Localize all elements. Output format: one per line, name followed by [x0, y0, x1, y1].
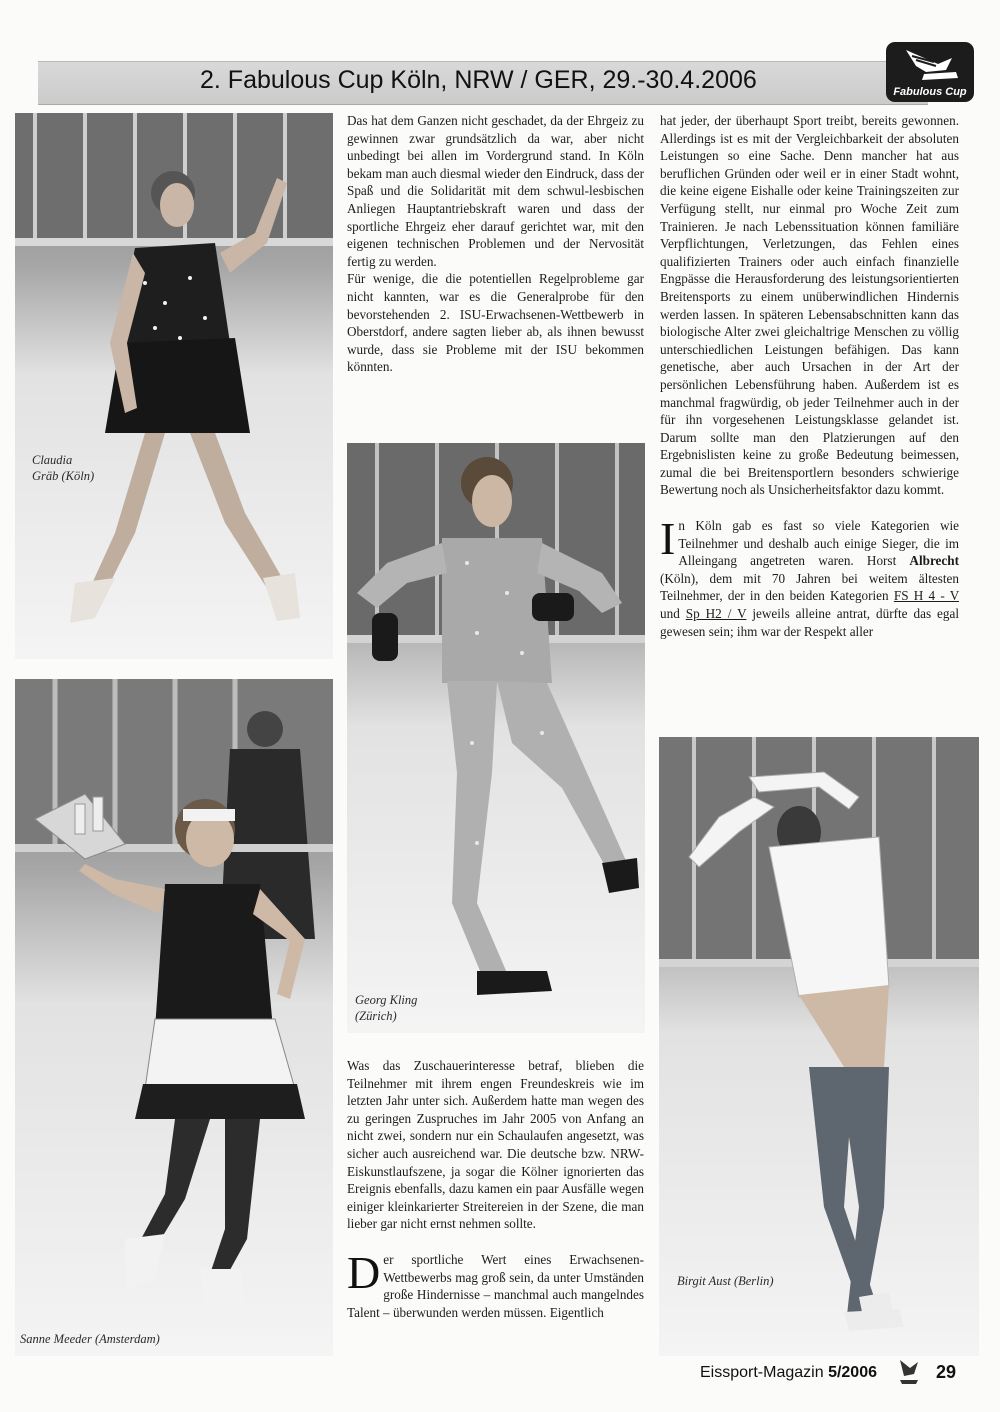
magazine-name: Eissport-Magazin — [700, 1364, 824, 1381]
drop-cap: D — [347, 1246, 381, 1298]
photo-claudia — [15, 113, 333, 659]
logo-text: Fabulous Cup — [893, 86, 967, 98]
category-link: FS H 4 - V — [893, 588, 959, 604]
photo-sanne-illustration — [15, 679, 333, 1356]
article-col2-bottom — [347, 1057, 644, 1321]
fabulous-cup-logo — [886, 42, 974, 102]
paragraph — [660, 513, 959, 640]
skater-icon — [896, 1356, 922, 1386]
photo-birgit — [659, 737, 979, 1356]
photo-georg-illustration — [347, 443, 645, 1033]
article-col2-top — [347, 112, 644, 376]
caption-claudia — [32, 452, 94, 485]
photo-birgit-illustration — [659, 737, 979, 1356]
page-footer — [700, 1364, 970, 1382]
caption-georg-name: Georg Kling — [355, 993, 418, 1007]
photo-georg — [347, 443, 645, 1033]
article-col3-top — [660, 112, 959, 640]
caption-birgit: Birgit Aust (Berlin) — [677, 1274, 774, 1288]
paragraph: Was das Zuschauerinteresse betraf, blieben die Teilnehmer mit ihrem engen Freundeskreis wie im letzten Jahr unter sich. Außerdem hatte man wegen des zu geringen Zuspruches im Jahr 2005 von Anfang an nicht zwei, sondern nur ein Schaulaufen angesetzt, was sicher auch ausreichend war. Die deutsche bzw. NRW-Eiskunstlaufszene, ja sogar die Kölner ignorierten das Ereignis ebenfalls, dazu kamen ein paar Ausfälle wegen einiger kleinkarierter Streitereien in der Szene, die man lieber gar nicht ernst nehmen sollte. — [347, 1058, 644, 1232]
caption-georg — [355, 992, 417, 1025]
category-link: Sp H2 / V — [685, 606, 747, 622]
photo-sanne — [15, 679, 333, 1356]
athlete-name: Albrecht — [909, 553, 959, 569]
paragraph-text: jeweils alleine antrat, dürfte das egal gewesen sein; ihm war der Respekt aller — [660, 606, 959, 639]
page-title: 2. Fabulous Cup Köln, NRW / GER, 29.-30.4.2006 — [200, 66, 757, 94]
paragraph — [347, 1246, 644, 1321]
drop-cap: I — [660, 513, 676, 565]
paragraph: hat jeder, der überhaupt Sport treibt, bereits gewonnen. Allerdings ist es mit der Vergleichbarkeit der absoluten Leistungen so eine Sache. Denn mancher hat aus beruflichen Gründen oder weil er in einer Stadt wohnt, die keine eigene Eishalle oder keine Trainingszeiten zur Verfügung stellt, nur einmal pro Woche Zeit zum Trainieren. Je nach Lebenssituation können familiäre Verpflichtungen, Verletzungen, das Fehlen eines qualifizierten Trainers oder auch einfach finanzielle Engpässe die Herausforderung des leistungsorientierten Breitensports zu einem unüberwindlichen Hindernis werden lassen. In späteren Lebensabschnitten kann das biologische Alter zwei gleichaltrige Menschen zu völlig unterschiedlichen Leistungen befähigen. Das kann genetische, aber auch Ursachen in der Art der persönlichen Lebensführung haben. Außerdem ist es manchmal fragwürdig, ob jeder Teilnehmer auch in der für ihn vorgesehenen Leistungsklasse gelandet ist. Darum sollte man den Platzierungen auf den Ergebnislisten keine zu große Bedeutung beimessen, zumal die bei Breitensportlern besonders schwierige Bewertung noch als Unsicherheitsfaktor dazu kommt. — [660, 113, 959, 498]
paragraph: Für wenige, die die potentiellen Regelprobleme gar nicht kannten, war es die Generalprobe für den bevorstehenden 2. ISU-Erwachsenen-Wettbewerb in Oberstdorf, andere sagten lieber ab, als ihnen bewusst wurde, dass sie Probleme mit der ISU bekommen könnten. — [347, 271, 644, 375]
paragraph: Das hat dem Ganzen nicht geschadet, da der Ehrgeiz zu gewinnen zwar grundsätzlich da war, aber nicht unbedingt bei allen im Vordergrund stand. In Köln bekam man auch diesmal wieder den Eindruck, dass der Spaß und die Solidarität mit dem schwul-lesbischen Anliegen Hauptantriebskraft waren und dass der sportliche Ehrgeiz eher darauf gerichtet war, mit den eigenen technischen Problemen und der Nervosität fertig zu werden. — [347, 113, 644, 269]
paragraph-text: n Köln gab es fast so viele Kategorien wie Teilnehmer und deshalb auch einige Sieger, die im Alleingang angetreten waren. Horst — [678, 518, 959, 569]
caption-claudia-name: Claudia — [32, 453, 73, 467]
page-number: 29 — [936, 1362, 957, 1382]
issue-number: 5/2006 — [828, 1364, 877, 1381]
paragraph-text: (Köln), dem mit 70 Jahren bei weitem ältesten Teilnehmer, der in den beiden Kategorien — [660, 570, 959, 604]
caption-claudia-club: Gräb (Köln) — [32, 469, 95, 484]
caption-georg-club: (Zürich) — [355, 1009, 397, 1024]
paragraph-text: und — [660, 606, 686, 622]
paragraph-text: er sportliche Wert eines Erwachsenen-Wettbewerbs mag groß sein, da unter Umständen große Hindernisse – manchmal auch mangelndes Talent – überwunden werden müssen. Eigentlich — [347, 1251, 644, 1320]
photo-claudia-illustration — [15, 113, 333, 659]
caption-sanne: Sanne Meeder (Amsterdam) — [20, 1332, 160, 1346]
